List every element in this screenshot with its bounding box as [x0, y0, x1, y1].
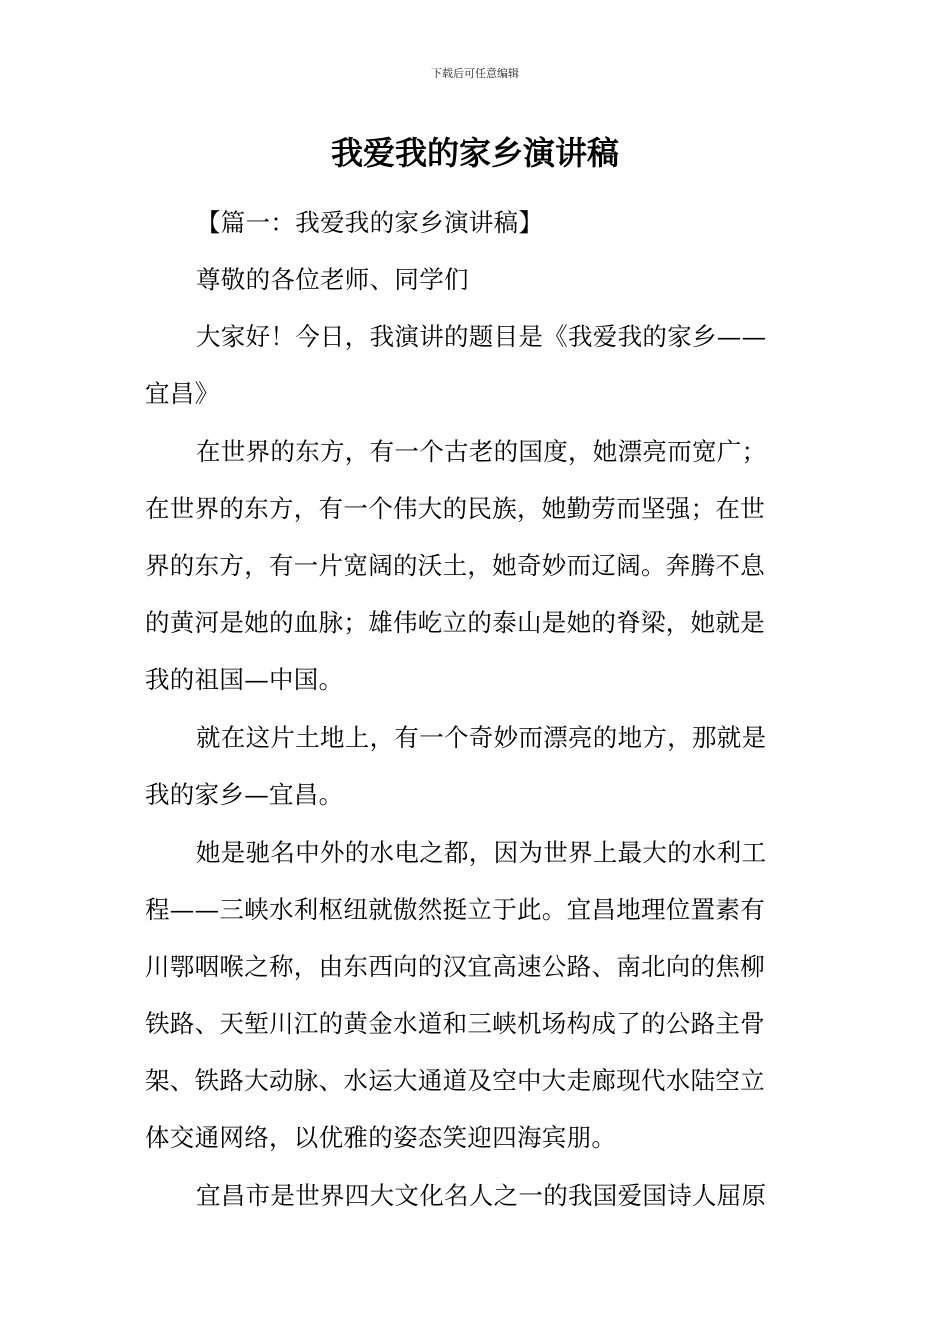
- paragraph-line: 宜昌》: [145, 379, 220, 408]
- paragraph-line: 就在这片土地上，有一个奇妙而漂亮的地方，那就是: [196, 723, 767, 752]
- paragraph-line: 川鄂咽喉之称，由东西向的汉宜高速公路、南北向的焦柳: [145, 952, 765, 981]
- paragraph-line: 她是驰名中外的水电之都，因为世界上最大的水利工: [196, 838, 767, 867]
- section-heading: 【篇一：我爱我的家乡演讲稿】: [196, 208, 544, 237]
- paragraph-line: 我的祖国—中国。: [145, 665, 344, 694]
- paragraph-line: 界的东方，有一片宽阔的沃土，她奇妙而辽阔。奔腾不息: [145, 551, 765, 580]
- paragraph-line: 我的家乡—宜昌。: [145, 780, 344, 809]
- salutation-line: 尊敬的各位老师、同学们: [196, 265, 469, 294]
- paragraph-line: 大家好！今日，我演讲的题目是《我爱我的家乡——: [196, 322, 767, 351]
- paragraph-line: 体交通网络，以优雅的姿态笑迎四海宾朋。: [145, 1123, 617, 1152]
- header-note: 下载后可任意编辑: [431, 67, 519, 80]
- paragraph-line: 在世界的东方，有一个古老的国度，她漂亮而宽广；: [196, 437, 767, 466]
- paragraph-line: 的黄河是她的血脉；雄伟屹立的泰山是她的脊梁，她就是: [145, 608, 765, 637]
- paragraph-line: 铁路、天堑川江的黄金水道和三峡机场构成了的公路主骨: [145, 1009, 765, 1038]
- paragraph-line: 宜昌市是世界四大文化名人之一的我国爱国诗人屈原: [196, 1181, 767, 1210]
- paragraph-line: 在世界的东方，有一个伟大的民族，她勤劳而坚强；在世: [145, 494, 765, 523]
- paragraph-line: 架、铁路大动脉、水运大通道及空中大走廊现代水陆空立: [145, 1066, 765, 1095]
- paragraph-line: 程——三峡水利枢纽就傲然挺立于此。宜昌地理位置素有: [145, 895, 765, 924]
- document-title: 我爱我的家乡演讲稿: [330, 134, 619, 172]
